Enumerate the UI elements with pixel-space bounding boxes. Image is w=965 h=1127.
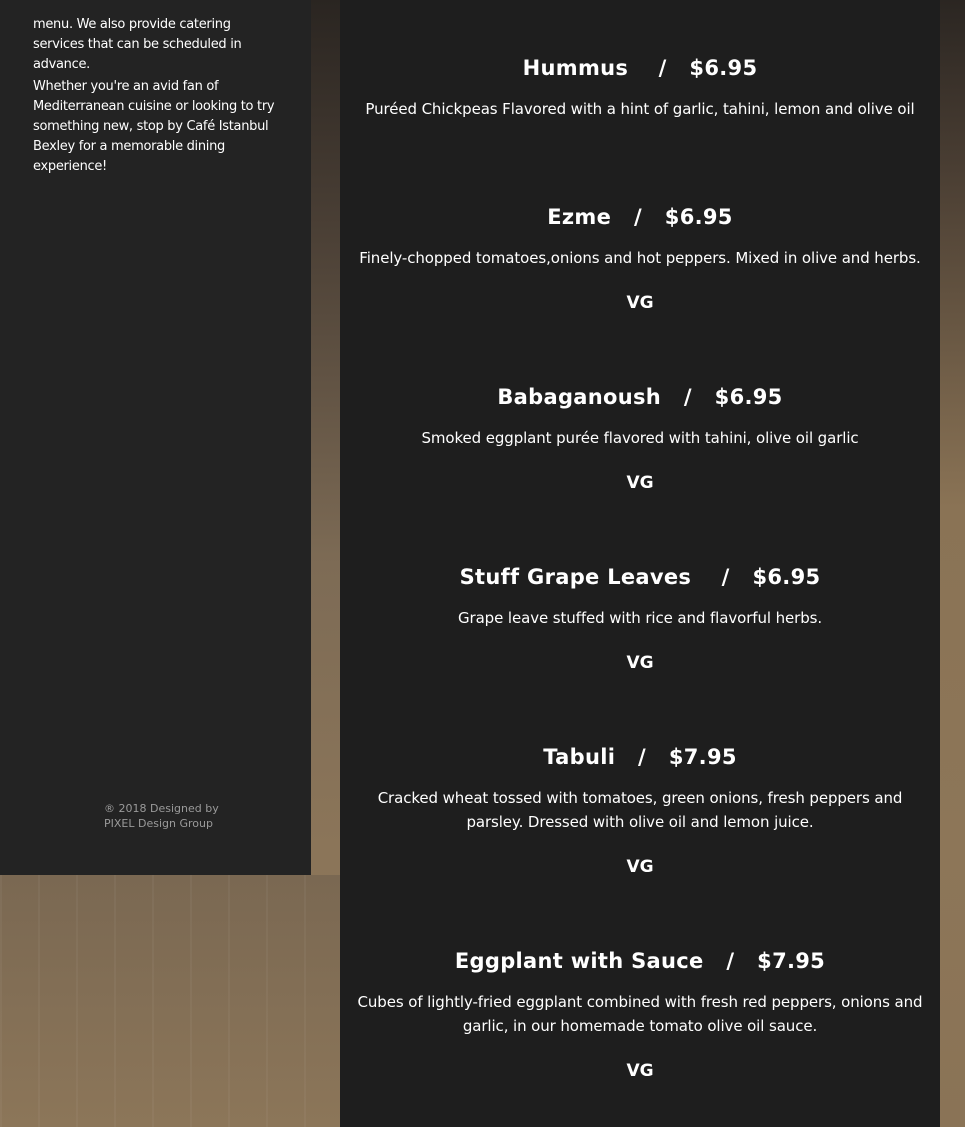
menu-item-title: Babaganoush / $6.95 (497, 385, 783, 409)
menu-item-title: Stuff Grape Leaves / $6.95 (459, 565, 821, 589)
sidebar-paragraph-catering: menu. We also provide catering services that can be scheduled in advance. (33, 17, 242, 72)
menu-item-description: Finely-chopped tomatoes,onions and hot peppers. Mixed in olive and herbs. (359, 249, 921, 267)
menu-item-description: Puréed Chickpeas Flavored with a hint of garlic, tahini, lemon and olive oil (365, 100, 915, 118)
vegan-tag: VG (626, 653, 654, 673)
credit-line-1: ® 2018 Designed by (104, 802, 219, 815)
vegan-tag: VG (626, 293, 654, 313)
menu-panel (340, 0, 940, 1127)
menu-item-title: Ezme / $6.95 (547, 205, 733, 229)
vegan-tag: VG (626, 1061, 654, 1081)
menu-item-description: Cubes of lightly-fried eggplant combined with fresh red peppers, onions and garlic, in our homemade tomato olive oil sauce. (357, 993, 923, 1035)
sidebar-paragraph-invitation: Whether you're an avid fan of Mediterranean cuisine or looking to try something new, stop by Café Istanbul Bexley for a memorable dining experience! (33, 79, 275, 174)
vegan-tag: VG (626, 473, 654, 493)
menu-item-description: Grape leave stuffed with rice and flavorful herbs. (458, 609, 822, 627)
footer-credit (104, 801, 244, 831)
credit-line-2[interactable]: PIXEL Design Group (104, 817, 213, 830)
sidebar (0, 0, 311, 875)
vegan-tag: VG (626, 857, 654, 877)
menu-item-title: Tabuli / $7.95 (543, 745, 737, 769)
menu-item-description: Cracked wheat tossed with tomatoes, green onions, fresh peppers and parsley. Dressed with olive oil and lemon juice. (377, 789, 903, 831)
menu-item-title: Eggplant with Sauce / $7.95 (454, 949, 826, 973)
background-image-right-edge (940, 0, 965, 1127)
menu-item-title: Hummus / $6.95 (522, 56, 758, 80)
menu-item-description: Smoked eggplant purée flavored with tahini, olive oil garlic (421, 429, 859, 447)
background-image-lower-left (0, 875, 340, 1127)
